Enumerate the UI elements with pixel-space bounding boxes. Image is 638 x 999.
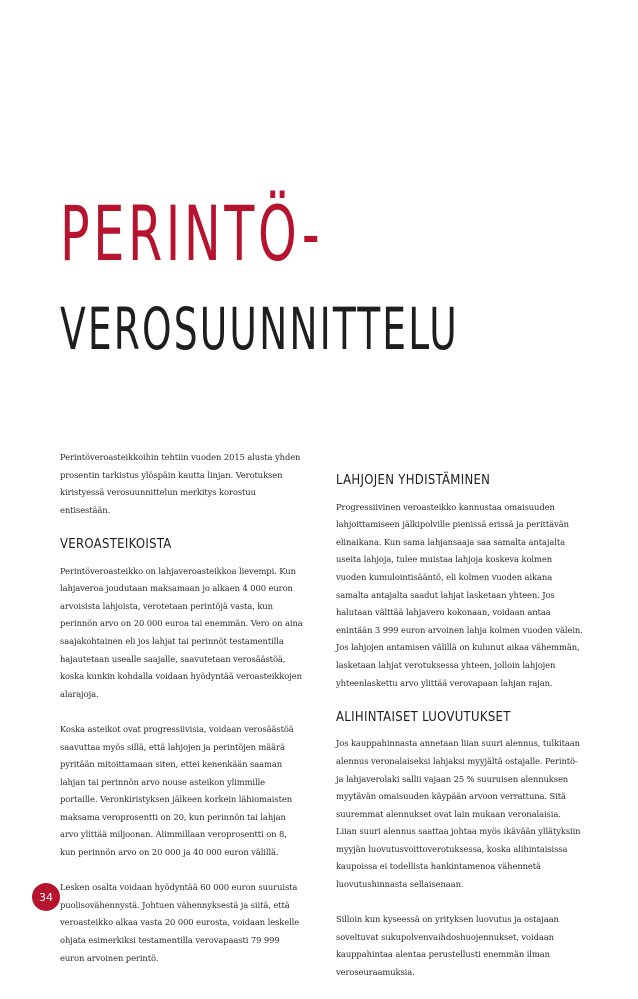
intro-paragraph: Perintöveroasteikkoihin tehtiin vuoden 2015 alusta yhden prosentin tarkistus ylöspäin kautta linjan. Verotuksen kiristyessä verosuunnittelun merkitys korostuu entisestään. [60, 452, 301, 515]
paragraph: Progressiivinen veroasteikko kannustaa omaisuuden lahjoittamiseen jälkipolville pienissä erissä ja perittävän elinaikana. Kun sama lahjansaaja saa samalta antajalta useita lahjoja, tulee muistaa lahjoja koskeva kolmen vuoden kumulointisääntö, eli kolmen vuoden aikana samalta antajalta saadut lahjat lasketaan yhteen. Jos halutaan välttää lahjavero kokonaan, voidaan antaa enintään 3 999 euron arvoinen lahja kolmen vuoden välein. Jos lahjojen antamisen välillä on kulunut aikaa vähemmän, lasketaan lahjat verotuksessa yhteen, jolloin lahjojen yhteenlaskettu arvo ylittää verovapaan lahjan rajan. [336, 501, 583, 688]
paragraph: Jos kauppahinnasta annetaan liian suuri alennus, tulkitaan alennus veronalaiseksi lahjaksi myyjältä ostajalle. Perintö- ja lahjaverolaki sallii vajaan 25 % suuruisen alennuksen myytävän omaisuuden käypään arvoon verrattuna. Sitä suuremmat alennukset ovat lain mukaan veronalaisia. Liian suuri alennus saattaa johtaa myös ikävään yllätyksiin myyjän luovutusvoittoverotuksessa, koska alihintaisissa kaupoissa ei todellista hankintamenoa vähennetä luovutushinnasta sellaisenaan. [336, 738, 581, 890]
section-heading-alihintaiset-luovutukset: ALIHINTAISET LUOVUTUKSET [336, 709, 511, 725]
section-heading-lahjojen-yhdistaminen: LAHJOJEN YHDISTÄMINEN [336, 473, 491, 488]
paragraph: Silloin kun kyseessä on yrityksen luovutus ja ostajaan soveltuvat sukupolvenvaihdoshuojennukset, voidaan kauppahintaa alentaa perustellusti enemmän ilman veroseuraamuksia. [336, 914, 559, 978]
paragraph: Perintöveroasteikko on lahjaveroasteikkoa lievempi. Kun lahjaveroa joudutaan maksamaan jo alkaen 4 000 euron arvoisista lahjoista, verotetaan perintöjä vasta, kun perinnön arvo on 20 000 euroa tai enemmän. Vero on aina saajakohtainen eli jos lahjat tai perinnöt testamentilla hajautetaan usealle saajalle, saavutetaan verosäästöä, koska kunkin kohdalla voidaan hyödyntää veroasteikkojen alarajoja. [60, 565, 303, 699]
paragraph: Koska asteikot ovat progressiivisia, voidaan verosäästöä saavuttaa myös sillä, että lahjojen ja perintöjen määrä pyritään mitoittamaan siten, ettei kenenkään saaman lahjan tai perinnön arvo nouse asteikon ylimmille portaille. Veronkiristyksen jälkeen korkein lähiomaisten maksama veroprosentti on 20, kun perinnön tai lahjan arvo ylittää miljoonan. Alimmillaan veroprosentti on 8, kun perinnön arvo on 20 000 ja 40 000 euron välillä. [60, 723, 294, 858]
title-line-2: VEROSUUNNITTELU [60, 295, 459, 363]
left-column [60, 449, 304, 985]
page-number-badge [32, 883, 60, 911]
section-heading-veroasteikoista: VEROASTEIKOISTA [60, 536, 172, 552]
right-column [336, 473, 584, 999]
title-line-1: PERINTÖ- [60, 189, 324, 278]
page-number: 34 [39, 890, 53, 904]
paragraph: Lesken osalta voidaan hyödyntää 60 000 euron suuruista puolisovähennystä. Johtuen vähennyksestä ja siitä, että veroasteikko alkaa vasta 20 000 eurosta, voidaan leskelle ohjata esimerkiksi testamentilla verovapaasti 79 999 euron arvoinen perintö. [60, 882, 300, 963]
